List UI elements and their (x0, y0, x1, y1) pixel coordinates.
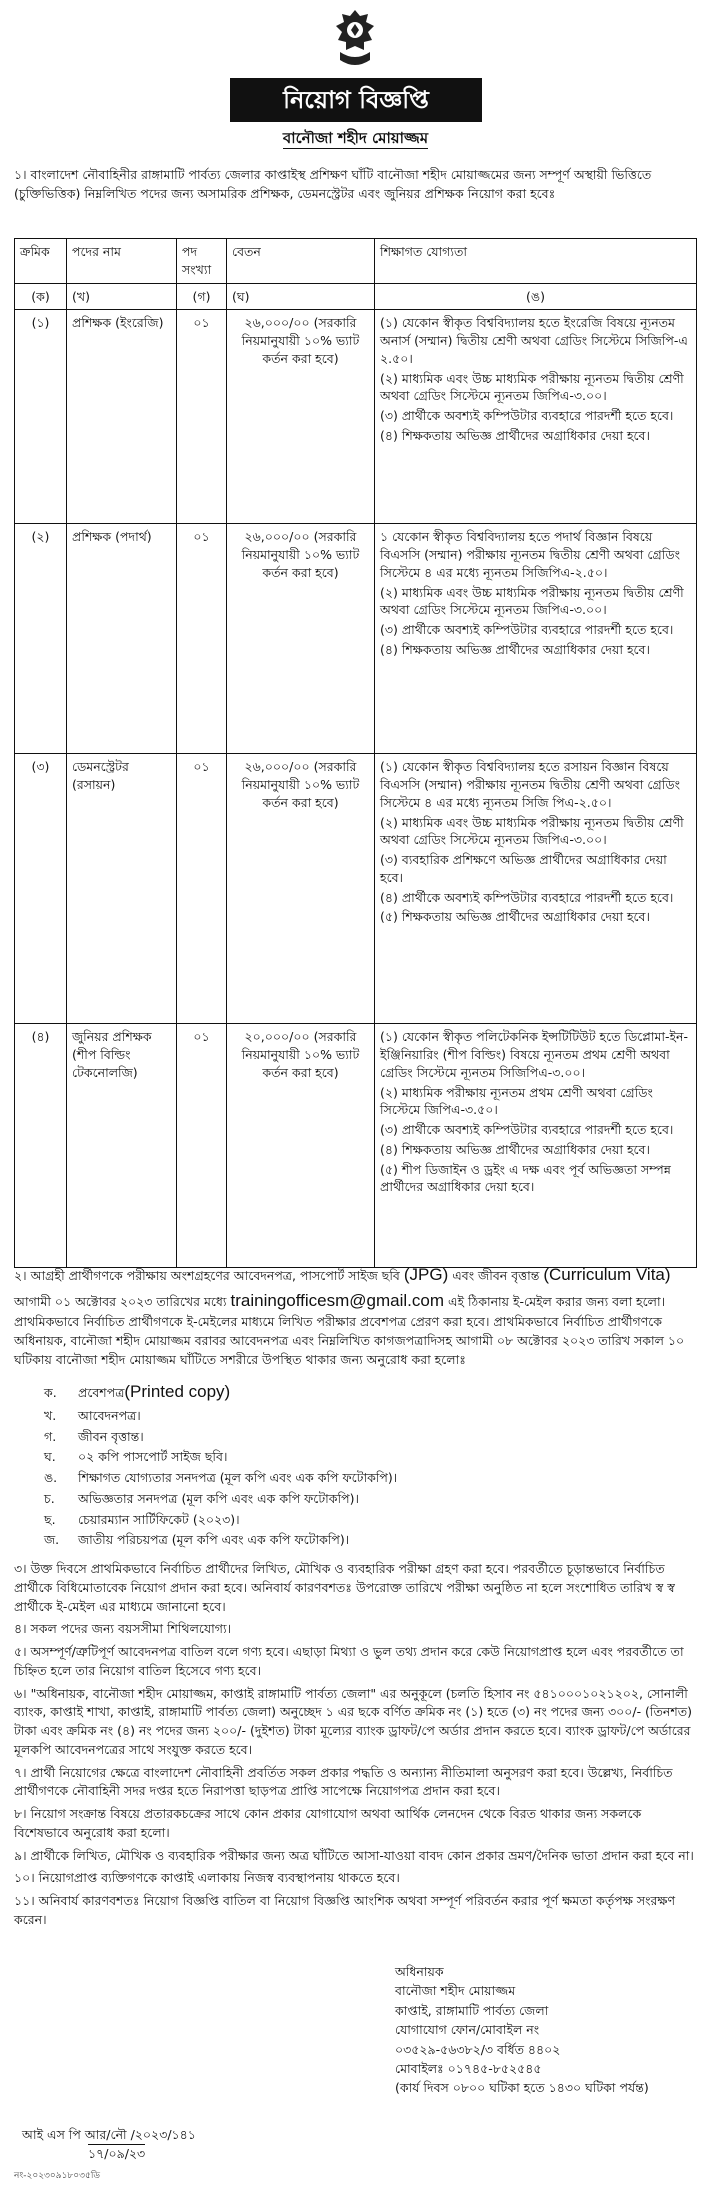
qualification-item: (৫) শীপ ডিজাইন ও ড্রইং এ দক্ষ এবং পূর্ব অভিজ্ঞতা সম্পন্ন প্রার্থীদের অগ্রাধিকার দেয়া হবে। (380, 1161, 671, 1195)
qualification-item: (১) যেকোন স্বীকৃত বিশ্ববিদ্যালয় হতে রসায়ন বিজ্ঞান বিষয়ে বিএসসি (সম্মান) পরীক্ষায় ন্যূনতম দ্বিতীয় শ্রেণী অথবা গ্রেডিং সিস্টেমে ৪ এর মধ্যে ন্যূনতম সিজি পিএ-২.৫০। (380, 759, 680, 810)
table-row (15, 1024, 697, 1268)
table-marker-row (15, 283, 697, 310)
qualification-item: (৩) প্রার্থীকে অবশ্যই কম্পিউটার ব্যবহারে পারদর্শী হতে হবে। (380, 622, 674, 637)
table-header-row (15, 239, 697, 284)
note-2: ২। আগ্রহী প্রার্থীগণকে পরীক্ষায় অংশগ্রহণের আবেদনপত্র, পাসপোর্ট সাইজ ছবি (JPG) এবং জীবন বৃত্তান্ত (Curriculum Vita) আগামী ০১ অক্টোবর ২০২৩ তারিখের মধ্যে trainingofficesm@gmail.com এই ঠিকানায় ই-মেইল করার জন্য বলা হলো। প্রাথমিকভাবে নির্বাচিত প্রার্থীগণকে ই-মেইলের মাধ্যমে লিখিত পরীক্ষার প্রবেশপত্র প্রেরণ করা হবে। প্রাথমিকভাবে নির্বাচিত প্রার্থীগণকে অধিনায়ক, বানৌজা শহীদ মোয়াজ্জম বরাবর আবেদনপত্র এবং নিম্নলিখিত কাগজপত্রাদিসহ আগামী ০৮ অক্টোবর ২০২৩ তারিখ সকাল ১০ ঘটিকায় বানৌজা শহীদ মোয়াজ্জম ঘাঁটিতে সশরীরে উপস্থিত থাকার জন্য অনুরোধ করা হলোঃ (14, 1265, 685, 1367)
header-qualification: শিক্ষাগত যোগ্যতা (375, 239, 697, 284)
row-count: ০১ (177, 310, 227, 524)
note-6: ৬। "অধিনায়ক, বানৌজা শহীদ মোয়াজ্জম, কাপ্তাই রাঙ্গামাটি পার্বত্য জেলা" এর অনুকূলে (চলতি হিসাব নং ৫৪১০০০১০২১২০২, সোনালী ব্যাংক, কাপ্তাই শাখা, কাপ্তাই, রাঙ্গামাটি পার্বত্য জেলা) অনুচ্ছেদ ১ এর ছকে বর্ণিত ক্রমিক নং (১) হতে (৩) নং পদের জন্য ৩০০/- (তিনশত) টাকা এবং ক্রমিক নং (৪) নং পদের জন্য ২০০/- (দুইশত) টাকা মূল্যের ব্যাংক ড্রাফট/পে অর্ডার প্রদান করতে হবে। ব্যাংক ড্রাফট/পে অর্ডারের মূলকপি আবেদনপত্রের সাথে সংযুক্ত করতে হবে। (14, 1685, 692, 1757)
row-serial: (৪) (15, 1024, 67, 1268)
row-count: ০১ (177, 754, 227, 1024)
reference-number: আই এস পি আর/নৌ /২০২৩/১৪১ ১৭/০৯/২৩ (22, 2127, 196, 2161)
row-count: ০১ (177, 524, 227, 754)
contact-phone: ০৩৫২৯-৫৬৩৮২/৩ বর্ধিত ৪৪০২ (395, 2041, 561, 2057)
positions-table (14, 238, 697, 1268)
qualification-item: (৩) প্রার্থীকে অবশ্যই কম্পিউটার ব্যবহারে পারদর্শী হতে হবে। (380, 408, 674, 423)
header-post: পদের নাম (67, 239, 177, 284)
row-post: প্রশিক্ষক (পদার্থ) (67, 524, 177, 754)
qualification-item: (২) মাধ্যমিক এবং উচ্চ মাধ্যমিক পরীক্ষায় ন্যূনতম দ্বিতীয় শ্রেণী অথবা গ্রেডিং সিস্টেমে ন্যূনতম জিপিএ-৩.০০। (380, 814, 684, 848)
qualification-item: (১) যেকোন স্বীকৃত পলিটেকনিক ইন্সটিটিউট হতে ডিপ্লোমা-ইন-ইঞ্জিনিয়ারিং (শীপ বিল্ডিং) বিষয়ে ন্যূনতম প্রথম শ্রেণী অথবা গ্রেডিং সিস্টেমে ন্যূনতম সিজিপিএ-৩.০০। (380, 1029, 689, 1080)
note-9: ৯। প্রার্থীকে লিখিত, মৌখিক ও ব্যবহারিক পরীক্ষার জন্য অত্র ঘাঁটিতে আসা-যাওয়া বাবদ কোন প্রকার ভ্রমণ/দৈনিক ভাতা প্রদান করা হবে না। (14, 1847, 694, 1863)
header-serial: ক্রমিক (15, 239, 67, 284)
qualification-item: (৩) প্রার্থীকে অবশ্যই কম্পিউটার ব্যবহারে পারদর্শী হতে হবে। (380, 1122, 674, 1137)
email-address[interactable]: trainingofficesm@gmail.com (230, 1290, 444, 1310)
qualification-item: ১ যেকোন স্বীকৃত বিশ্ববিদ্যালয় হতে পদার্থ বিজ্ঞান বিষয়ে বিএসসি (সম্মান) পরীক্ষায় ন্যূনতম দ্বিতীয় শ্রেণী অথবা গ্রেডিং সিস্টেমে ৪ এর মধ্যে ন্যূনতম সিজিপিএ-২.৫০। (380, 529, 680, 580)
document-list (44, 1379, 697, 1550)
list-item: জ. জাতীয় পরিচয়পত্র (মূল কপি এবং এক কপি ফটোকপি)। (44, 1532, 350, 1548)
note-10: ১০। নিয়োগপ্রাপ্ত ব্যক্তিগণকে কাপ্তাই এলাকায় নিজস্ব ব্যবস্থাপনায় থাকতে হবে। (14, 1870, 400, 1886)
row-qualifications (375, 754, 697, 1024)
qualification-item: (৩) ব্যবহারিক প্রশিক্ষণে অভিজ্ঞ প্রার্থীদের অগ্রাধিকার দেয়া হবে। (380, 852, 667, 885)
list-item: ঙ. শিক্ষাগত যোগ্যতার সনদপত্র (মূল কপি এবং এক কপি ফটোকপি)। (44, 1470, 398, 1485)
row-qualifications (375, 1024, 697, 1268)
qualification-item: (১) যেকোন স্বীকৃত বিশ্ববিদ্যালয় হতে ইংরেজি বিষয়ে ন্যূনতম অনার্স (সম্মান) দ্বিতীয় শ্রেণী অথবা গ্রেডিং সিস্টেমে সিজিপি-এ ২.৫০। (380, 315, 688, 366)
row-serial: (২) (15, 524, 67, 754)
reference-date: ১৭/০৯/২৩ (88, 2145, 146, 2161)
list-item: চ. অভিজ্ঞতার সনদপত্র (মূল কপি এবং এক কপি ফটোকপি)। (44, 1490, 359, 1506)
contact-label: যোগাযোগ ফোন/মোবাইল নং (395, 2022, 540, 2038)
list-item: গ. জীবন বৃত্তান্ত। (44, 1428, 144, 1444)
note-4: ৪। সকল পদের জন্য বয়সসীমা শিথিলযোগ্য। (14, 1621, 232, 1637)
row-post: ডেমনস্ট্রেটর (রসায়ন) (67, 754, 177, 1024)
notes-section (14, 1262, 697, 1934)
row-salary: ২৬,০০০/০০ (সরকারি নিয়মানুযায়ী ১০% ভ্যাট কর্তন করা হবে) (227, 310, 375, 524)
qualification-item: (২) মাধ্যমিক এবং উচ্চ মাধ্যমিক পরীক্ষায় ন্যূনতম দ্বিতীয় শ্রেণী অথবা গ্রেডিং সিস্টেমে ন্যূনতম জিপিএ-৩.০০। (380, 370, 684, 404)
signature-block (395, 1962, 695, 2098)
page-title: নিয়োগ বিজ্ঞপ্তি (230, 78, 482, 122)
signatory-unit: বানৌজা শহীদ মোয়াজ্জম (395, 1983, 516, 1999)
marker: (ঙ) (375, 283, 697, 310)
row-post: জুনিয়র প্রশিক্ষক (শীপ বিল্ডিং টেকনোলজি) (67, 1024, 177, 1268)
qualification-item: (৫) শিক্ষকতায় অভিজ্ঞ প্রার্থীদের অগ্রাধিকার দেয়া হবে। (380, 909, 650, 925)
row-qualifications (375, 310, 697, 524)
note-3: ৩। উক্ত দিবসে প্রাথমিকভাবে নির্বাচিত প্রার্থীদের লিখিত, মৌখিক ও ব্যবহারিক পরীক্ষা গ্রহণ করা হবে। পরবর্তীতে চূড়ান্তভাবে নির্বাচিত প্রার্থীকে বিধিমোতাবেক নিয়োগ প্রদান করা হবে। অনিবার্য কারণবশতঃ উপরোক্ত তারিখে পরীক্ষা অনুষ্ঠিত না হলে সংশোধিত তারিখ স্ব স্ব প্রার্থীকে ই-মেইল এর মাধ্যমে জানানো হবে। (14, 1561, 675, 1614)
row-qualifications (375, 524, 697, 754)
list-item: ঘ. ০২ কপি পাসপোর্ট সাইজ ছবি। (44, 1449, 228, 1465)
marker: (খ) (67, 283, 177, 310)
qualification-item: (২) মাধ্যমিক এবং উচ্চ মাধ্যমিক পরীক্ষায় ন্যূনতম দ্বিতীয় শ্রেণী অথবা গ্রেডিং সিস্টেমে ন্যূনতম জিপিএ-৩.০০। (380, 584, 684, 618)
table-row (15, 524, 697, 754)
contact-mobile: মোবাইলঃ ০১৭৪৫-৮৫২৫৪৫ (395, 2060, 542, 2076)
marker: (গ) (177, 283, 227, 310)
intro-paragraph: ১। বাংলাদেশ নৌবাহিনীর রাঙ্গামাটি পার্বত্য জেলার কাপ্তাইস্থ প্রশিক্ষণ ঘাঁটি বানৌজা শহীদ মোয়াজ্জমের জন্য সম্পূর্ণ অস্থায়ী ভিত্তিতে (চুক্তিভিত্তিক) নিম্নলিখিত পদের জন্য অসামরিক প্রশিক্ষক, ডেমনস্ট্রেটর এবং জুনিয়র প্রশিক্ষক নিয়োগ করা হবেঃ (14, 167, 652, 201)
note-8: ৮। নিয়োগ সংক্রান্ত বিষয়ে প্রতারকচক্রের সাথে কোন প্রকার যোগাযোগ অথবা আর্থিক লেনদেন থেকে বিরত থাকার জন্য সকলকে বিশেষভাবে অনুরোধ করা হলো। (14, 1806, 642, 1840)
row-serial: (১) (15, 310, 67, 524)
list-item: ক. প্রবেশপত্র(Printed copy) (44, 1382, 231, 1402)
row-count: ০১ (177, 1024, 227, 1268)
header-salary: বেতন (227, 239, 375, 284)
header-count: পদ সংখ্যা (177, 239, 227, 284)
office-hours: (কার্য দিবস ০৮০০ ঘটিকা হতে ১৪৩০ ঘটিকা পর্যন্ত) (395, 2080, 649, 2096)
qualification-item: (৪) শিক্ষকতায় অভিজ্ঞ প্রার্থীদের অগ্রাধিকার দেয়া হবে। (380, 1141, 650, 1157)
row-salary: ২৬,০০০/০০ (সরকারি নিয়মানুযায়ী ১০% ভ্যাট কর্তন করা হবে) (227, 524, 375, 754)
table-row (15, 754, 697, 1024)
signatory-location: কাপ্তাই, রাঙ্গামাটি পার্বত্য জেলা (395, 2002, 549, 2018)
note-7: ৭। প্রার্থী নিয়োগের ক্ষেত্রে বাংলাদেশ নৌবাহিনী প্রবর্তিত সকল প্রকার পদ্ধতি ও অন্যান্য নীতিমালা অনুসরণ করা হবে। উল্লেখ্য, নির্বাচিত প্রার্থীগণকে নৌবাহিনী সদর দপ্তর হতে নিরাপত্তা ছাড়পত্র প্রাপ্তি সাপেক্ষে নিয়োগপত্র প্রদান করা হবে। (14, 1764, 673, 1799)
list-item: ছ. চেয়ারম্যান সার্টিফিকেট (২০২৩)। (44, 1511, 240, 1527)
marker: (ক) (15, 283, 67, 310)
row-salary: ২৬,০০০/০০ (সরকারি নিয়মানুযায়ী ১০% ভ্যাট কর্তন করা হবে) (227, 754, 375, 1024)
signatory-designation: অধিনায়ক (395, 1964, 444, 1979)
qualification-item: (২) মাধ্যমিক পরীক্ষায় ন্যূনতম প্রথম শ্রেণী অথবা গ্রেডিং সিস্টেমে জিপিএ-৩.৫০। (380, 1084, 653, 1118)
note-11: ১১। অনিবার্য কারণবশতঃ নিয়োগ বিজ্ঞপ্তি বাতিল বা নিয়োগ বিজ্ঞপ্তি আংশিক অথবা সম্পূর্ণ পরিবর্তন করার পূর্ণ ক্ষমতা কর্তৃপক্ষ সংরক্ষণ করেন। (14, 1893, 676, 1927)
marker: (ঘ) (227, 283, 375, 310)
note-5: ৫। অসম্পূর্ণ/ত্রুটিপূর্ণ আবেদনপত্র বাতিল বলে গণ্য হবে। এছাড়া মিথ্যা ও ভুল তথ্য প্রদান করে কেউ নিয়োগপ্রাপ্ত হলে এবং পরবর্তীতে তা চিহ্নিত হলে তার নিয়োগ বাতিল হিসেবে গণ্য হবে। (14, 1644, 684, 1678)
organization-name: বানৌজা শহীদ মোয়াজ্জম (282, 129, 429, 147)
footer-code: নং-২০২৩০৯১৮০৩৫ডি (14, 2171, 101, 2181)
row-serial: (৩) (15, 754, 67, 1024)
navy-emblem-icon (330, 8, 380, 72)
qualification-item: (৪) শিক্ষকতায় অভিজ্ঞ প্রার্থীদের অগ্রাধিকার দেয়া হবে। (380, 641, 650, 657)
qualification-item: (৪) প্রার্থীকে অবশ্যই কম্পিউটার ব্যবহারে পারদর্শী হতে হবে। (380, 889, 674, 905)
row-salary: ২০,০০০/০০ (সরকারি নিয়মানুযায়ী ১০% ভ্যাট কর্তন করা হবে) (227, 1024, 375, 1268)
table-row (15, 310, 697, 524)
row-post: প্রশিক্ষক (ইংরেজি) (67, 310, 177, 524)
list-item: খ. আবেদনপত্র। (44, 1407, 141, 1423)
qualification-item: (৪) শিক্ষকতায় অভিজ্ঞ প্রার্থীদের অগ্রাধিকার দেয়া হবে। (380, 427, 650, 443)
